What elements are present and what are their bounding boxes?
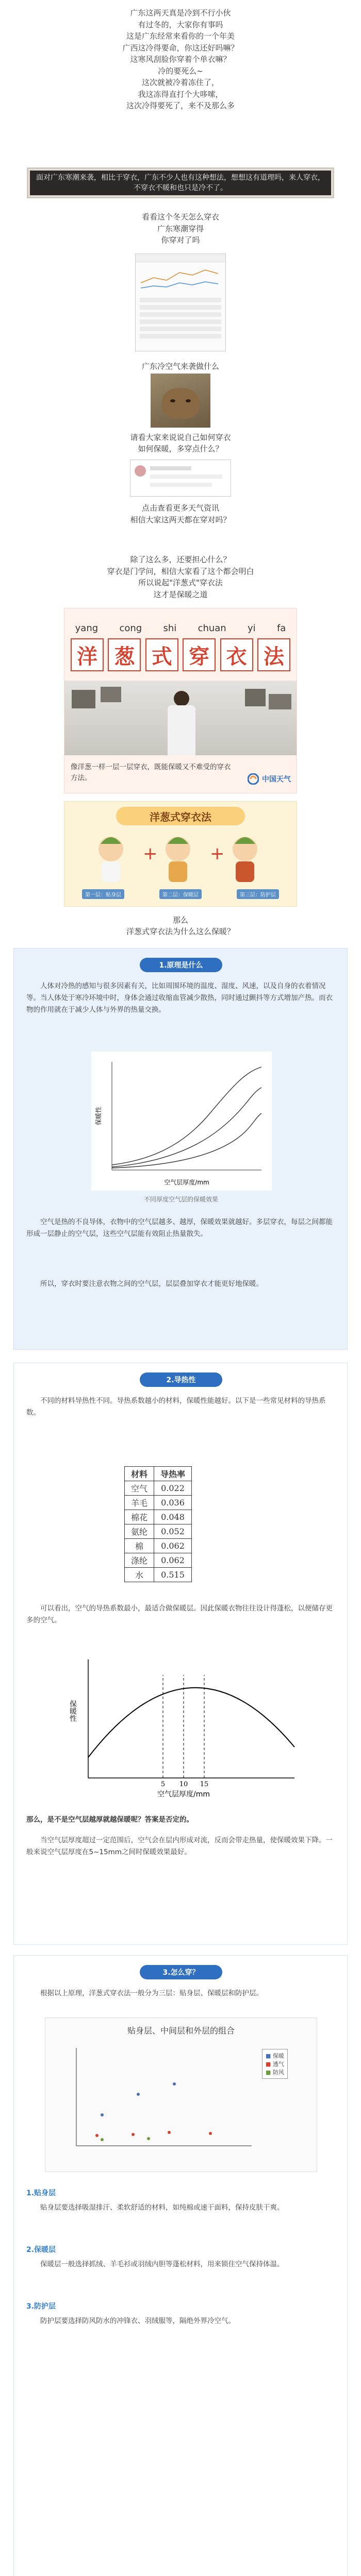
- data-point: [173, 2082, 176, 2086]
- intro-text: [0, 0, 361, 112]
- table-cell: 0.515: [154, 1568, 192, 1582]
- mid-line: 广东冷空气来袭做什么: [141, 362, 219, 371]
- paragraph: 根据以上原理，洋葱式穿衣法一般分为三层：贴身层、保暖层和防护层。: [40, 1989, 263, 1997]
- china-weather-logo-icon: [248, 773, 259, 785]
- intro-line: 广西这冷得要命，你这还好吗嘛？: [122, 43, 239, 53]
- mid-line: 所以说起"洋葱式"穿衣法: [138, 578, 223, 587]
- intro-line: 有过冬的，大家你有事吗: [138, 20, 223, 29]
- mid-line: 如何保暖，多穿点什么？: [138, 444, 223, 453]
- section-conductivity: [13, 1363, 348, 1945]
- table-cell: 0.022: [154, 1481, 192, 1496]
- figure-title: 贴身层、中间层和外层的组合: [127, 2026, 235, 2036]
- x-axis-label: 空气层厚度/mm: [157, 1790, 210, 1799]
- pinyin: cong: [119, 623, 142, 634]
- mid-text-4: [0, 502, 361, 526]
- legend-item: 防风: [272, 2069, 284, 2076]
- weather-app-screenshot: [135, 253, 226, 351]
- data-point: [101, 2113, 104, 2116]
- paragraph: 当空气层厚度超过一定范围后，空气会在层内形成对流，反而会带走热量，使保暖效果下降。一般来说空气层厚度在5~15mm之间时保暖效果最好。: [26, 1836, 333, 1856]
- app-header: [136, 254, 225, 262]
- table-cell: 0.048: [154, 1510, 192, 1524]
- question-1: [0, 914, 361, 937]
- title-char: 葱: [108, 638, 141, 671]
- title-char: 衣: [220, 638, 253, 671]
- avatar: [135, 465, 146, 477]
- figure-legend: ■ 保暖 ■ 透气 ■ 防风: [262, 2049, 288, 2079]
- table-cell: 0.036: [154, 1496, 192, 1510]
- pinyin-row: [64, 623, 297, 634]
- subheading: 2.保暖层: [26, 2246, 56, 2254]
- data-point: [132, 2133, 135, 2136]
- title-char: 式: [145, 638, 178, 671]
- air-layer-chart: [57, 1644, 305, 1799]
- comment-screenshot: [130, 460, 231, 497]
- mid-line: 穿衣是门学问，相信大家看了这个都会明白: [107, 566, 254, 576]
- paragraph: 空气是热的不良导体，衣物中的空气层越多、越厚，保暖效果就越好。多层穿衣，每层之间都能形成一层静止的空气层，这些空气层能有效阻止热量散失。: [26, 1218, 333, 1238]
- brand-logo: [248, 773, 291, 785]
- intro-line: 我这冻得直打个大哆嗦，: [138, 89, 223, 99]
- cartoon-title: 洋葱式穿衣法: [116, 807, 245, 825]
- table-row: [125, 1568, 192, 1582]
- table-cell: 0.062: [154, 1539, 192, 1553]
- table-cell: 空气: [125, 1481, 154, 1496]
- paragraph: 不同的材料导热性不同。导热系数越小的材料，保暖性能越好。以下是一些常见材料的导热系数。: [26, 1397, 326, 1417]
- data-point: [147, 2137, 150, 2140]
- paragraph: 贴身层要选择吸湿排汗、柔软舒适的材料，如纯棉或速干面料，保持皮肤干爽。: [40, 2204, 284, 2212]
- data-point: [95, 2134, 99, 2137]
- table-cell: 涤纶: [125, 1553, 154, 1568]
- data-point: [209, 2132, 212, 2135]
- figure-caption: 不同厚度空气层的保暖效果: [143, 1196, 218, 1203]
- mid-line: 广东寒潮穿得: [157, 224, 204, 233]
- cartoon-card: [64, 801, 297, 907]
- svg-text:+: +: [210, 843, 225, 864]
- table-row: [125, 1510, 192, 1524]
- table-cell: 氨纶: [125, 1524, 154, 1539]
- table-cell: 羊毛: [125, 1496, 154, 1510]
- pinyin: chuan: [198, 623, 226, 634]
- x-axis-label: 空气层厚度/mm: [164, 1179, 209, 1186]
- legend-item: 保暖: [272, 2053, 284, 2059]
- quote-text: 面对广东寒潮来袭，相比于穿衣，广东不少人也有这种想法，想想这有道理吗，来人穿衣，不穿衣不暖和也只是冷不了。: [36, 174, 325, 192]
- subheading: 3.防护层: [26, 2302, 56, 2311]
- paragraph: 保暖层一般选择抓绒、羊毛衫或羽绒内胆等蓬松材料，用来锁住空气保持体温。: [40, 2260, 284, 2268]
- mid-line: 请看大家来说说自己如何穿衣: [130, 433, 231, 442]
- mid-text-1: [0, 211, 361, 246]
- layer-label: 第二层：保暖层: [159, 889, 202, 899]
- conductivity-table: [124, 1466, 192, 1582]
- table-cell: 棉: [125, 1539, 154, 1553]
- y-axis-label: 保暖性: [95, 1106, 102, 1126]
- layer-label: 第三层：防护层: [237, 889, 279, 899]
- curve-line: [112, 1067, 261, 1165]
- y-axis-label: 保暖性: [69, 1700, 77, 1722]
- table-cell: 水: [125, 1568, 154, 1582]
- capybara-photo: [151, 374, 210, 428]
- pinyin: yang: [75, 623, 99, 634]
- table-cell: 棉花: [125, 1510, 154, 1524]
- banner-caption: 像洋葱一样一层一层穿衣，既能保暖又不难受的穿衣方法。: [71, 763, 231, 782]
- intro-line: 广东这两天真是冷到不行小伙: [130, 8, 231, 18]
- section-pill: 1.原理是什么: [140, 958, 222, 972]
- intro-line: 这次就被冷着冻住了，: [141, 78, 219, 87]
- question-line: 那么: [172, 916, 188, 925]
- curve-line: [112, 1088, 261, 1167]
- subheading: 1.贴身层: [26, 2189, 56, 2197]
- table-row: [125, 1539, 192, 1553]
- intro-line: 这次冷得要死了，来不及那么多: [126, 101, 235, 110]
- mid-text-5: [0, 554, 361, 600]
- svg-text:+: +: [143, 843, 158, 864]
- table-header: 材料: [125, 1467, 154, 1481]
- mid-line: 点击查看更多天气资讯: [141, 503, 219, 513]
- x-tick-label: 5: [160, 1781, 166, 1788]
- data-point: [101, 2138, 104, 2141]
- mid-line: 相信大家这两天都在穿对吗？: [130, 515, 231, 524]
- title-char: 法: [257, 638, 290, 671]
- curve-line: [112, 1113, 261, 1168]
- heat-curve-figure: [91, 1052, 272, 1191]
- dark-quote-bar: [27, 167, 334, 198]
- table-row: [125, 1524, 192, 1539]
- weather-rows: [136, 293, 225, 343]
- question-text: 那么，是不是空气层越厚就越保暖呢？答案是否定的。: [26, 1816, 193, 1824]
- mid-line: 这才是保暖之道: [153, 589, 208, 599]
- warmth-curve: [88, 1688, 294, 1757]
- paragraph: 所以，穿衣时要注意衣物之间的空气层，层层叠加穿衣才能更好地保暖。: [40, 1280, 263, 1288]
- data-point: [168, 2131, 171, 2134]
- cartoon-labels: [64, 889, 297, 899]
- principle-figure: [91, 1052, 272, 1191]
- mid-text-2: [0, 361, 361, 372]
- section-howto: [13, 1955, 348, 2576]
- mid-line: 看看这个冬天怎么穿衣: [141, 212, 219, 222]
- title-boxes: [71, 638, 290, 671]
- banner-photo: [64, 681, 297, 755]
- paragraph: 防护层要选择防风防水的冲锋衣、羽绒服等，隔绝外界冷空气。: [40, 2317, 235, 2325]
- legend-item: 透气: [272, 2061, 284, 2067]
- paragraph: 人体对冷热的感知与很多因素有关，比如周围环境的温度、湿度、风速，以及自身的衣着情况等。当人体处于寒冷环境中时，身体会通过收缩血管减少散热，同时通过颤抖等方式增加产热。而衣物的作用就在于减少人体与外界的热量交换。: [26, 982, 333, 1014]
- section-pill: 3.怎么穿？: [140, 1965, 222, 1979]
- brand-name: 中国天气: [262, 775, 291, 784]
- table-row: [125, 1553, 192, 1568]
- table-row: [125, 1496, 192, 1510]
- mid-line: 除了这么多，还要担心什么？: [130, 555, 231, 564]
- title-char: 穿: [183, 638, 216, 671]
- section-pill: 2.导热性: [140, 1372, 222, 1387]
- table-cell: 0.062: [154, 1553, 192, 1568]
- title-char: 洋: [71, 638, 104, 671]
- table-header: 导热率: [154, 1467, 192, 1481]
- layer-figure: [45, 2018, 317, 2172]
- table-cell: 0.052: [154, 1524, 192, 1539]
- question-line: 洋葱式穿衣法为什么这么保暖？: [126, 927, 235, 936]
- layer-label: 第一层：贴身层: [82, 889, 124, 899]
- pinyin: yi: [248, 623, 256, 634]
- pinyin: shi: [163, 623, 177, 634]
- pinyin: fa: [276, 623, 286, 634]
- onion-method-banner: [64, 608, 297, 793]
- table-row: [125, 1481, 192, 1496]
- mid-text-3: [0, 432, 361, 454]
- intro-line: 这是广东经常来看你的一个年美: [126, 31, 235, 41]
- data-point: [137, 2093, 140, 2096]
- x-tick-label: 15: [200, 1781, 209, 1788]
- section-principle: [13, 948, 348, 1350]
- intro-line: 这寒风刮脸你穿着个单衣嘛？: [130, 55, 231, 64]
- x-tick-label: 10: [179, 1781, 188, 1788]
- paragraph: 可以看出，空气的导热系数最小，最适合做保暖层。因此保暖衣物往往设计得蓬松，以便储存更多的空气。: [26, 1604, 333, 1624]
- mid-line: 你穿对了吗: [161, 235, 200, 245]
- weather-chart-image: [136, 262, 226, 293]
- intro-line: 冷的要死么~: [158, 66, 203, 76]
